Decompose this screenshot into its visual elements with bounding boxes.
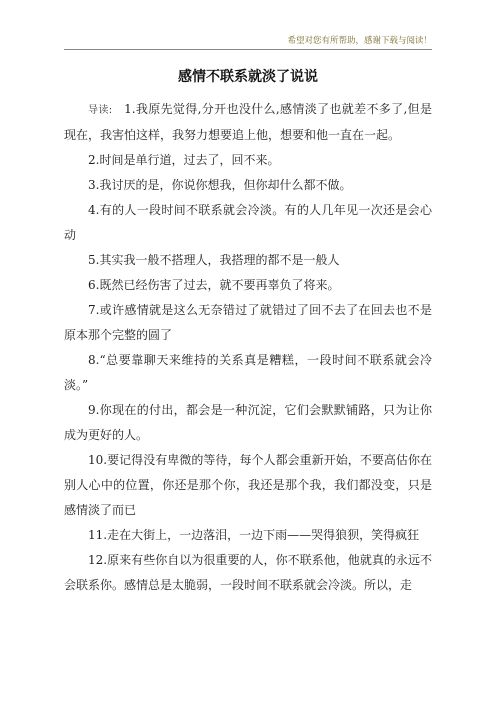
paragraph-9: 9.你现在的付出，都会是一种沉淀，它们会默默铺路，只为让你成为更好的人。	[64, 403, 432, 442]
paragraph-6: 6.既然已经伤害了过去，就不要再辜负了将来。	[88, 278, 340, 292]
paragraph-7: 7.或许感情就是这么无奈错过了就错过了回不去了在回去也不是原本那个完整的圆了	[64, 303, 432, 342]
paragraph-1	[64, 97, 432, 148]
paragraph-5: 5.其实我一般不搭理人，我搭理的都不是一般人	[88, 253, 340, 267]
paragraph-1-text: 1.我原先觉得,分开也没什么,感情淡了也就差不多了,但是现在，我害怕这样，我努力想要追上他，想要和他一直在一起。	[64, 102, 432, 142]
paragraph-12: 12.原来有些你自以为很重要的人，你不联系他，他就真的永远不会联系你。感情总是太脆弱，一段时间不联系就会冷淡。所以，走	[64, 553, 432, 592]
document-body	[64, 97, 432, 598]
paragraph-8: 8.“总要靠聊天来维持的关系真是糟糕，一段时间不联系就会冷淡。”	[64, 353, 432, 392]
paragraph-4: 4.有的人一段时间不联系就会冷淡。有的人几年见一次还是会心动	[64, 203, 432, 242]
document-title: 感情不联系就淡了说说	[178, 69, 318, 85]
paragraph-11: 11.走在大街上，一边落泪，一边下雨——哭得狼狈，笑得疯狂	[88, 528, 420, 542]
header-divider	[64, 49, 432, 50]
lead-label: 导读:	[88, 105, 113, 116]
paragraph-10: 10.要记得没有卑微的等待，每个人都会重新开始，不要高估你在别人心中的位置，你还是那个你，我还是那个我，我们都没变，只是感情淡了而已	[64, 453, 432, 517]
paragraph-2: 2.时间是单行道，过去了，回不来。	[88, 153, 280, 167]
paragraph-3: 3.我讨厌的是，你说你想我，但你却什么都不做。	[88, 178, 352, 192]
header-note: 希望对您有所帮助，感谢下载与阅读！	[287, 36, 432, 46]
